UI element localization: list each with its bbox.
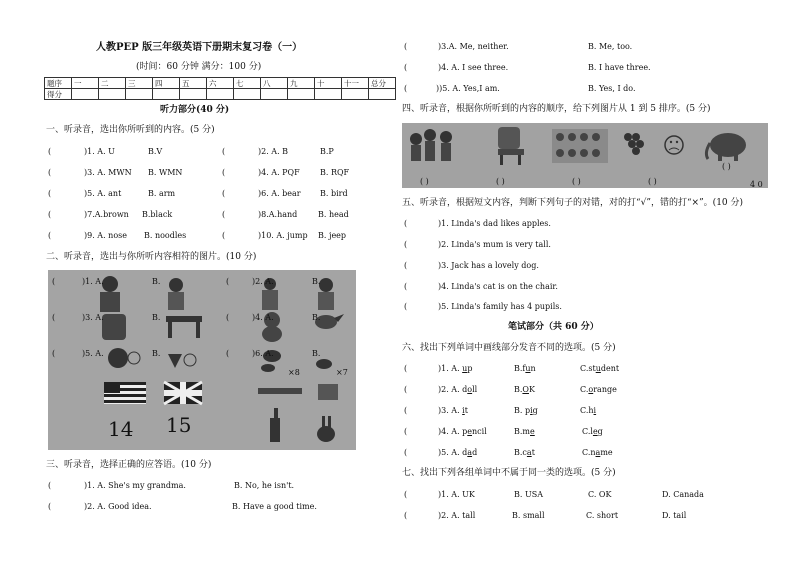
page-title: 人教PEP 版三年级英语下册期末复习卷（一）: [96, 42, 303, 53]
ordering-picture-strip: [402, 123, 768, 188]
option-b-label: B.: [312, 313, 321, 322]
score-cell: 九: [288, 78, 315, 89]
question-label: )1. A.: [82, 277, 104, 286]
answer-paren[interactable]: (: [226, 313, 230, 322]
option-b: B.V: [148, 147, 163, 156]
score-input-cell[interactable]: [207, 89, 234, 100]
option-b-label: B.: [152, 277, 161, 286]
option-c: C.hi: [580, 406, 597, 415]
option-b: B.me: [514, 427, 535, 436]
answer-paren[interactable]: (: [226, 349, 230, 358]
option-c: C. short: [586, 511, 619, 520]
order-blank[interactable]: ( ): [572, 177, 581, 186]
option-c: C. OK: [588, 490, 612, 499]
order-blank[interactable]: ( ): [496, 177, 505, 186]
question-label: )2. A.: [252, 277, 274, 286]
backpack-picture: [102, 314, 126, 340]
score-cell: 六: [207, 78, 234, 89]
option-b: B.cat: [514, 448, 535, 457]
score-input-cell[interactable]: [315, 89, 342, 100]
question-text: )5. A. ant: [84, 189, 122, 198]
answer-paren[interactable]: (: [48, 481, 52, 490]
option-b: B. I have three.: [588, 63, 651, 72]
answer-paren[interactable]: (: [222, 210, 226, 219]
answer-paren[interactable]: (: [404, 406, 408, 415]
written-title: 笔试部分（共 60 分）: [508, 322, 599, 332]
score-input-cell[interactable]: [126, 89, 153, 100]
number-15-picture: 15: [166, 413, 192, 437]
answer-paren[interactable]: (: [48, 168, 52, 177]
score-table-header-row: [45, 78, 396, 89]
girl-picture: [168, 278, 184, 310]
score-input-cell[interactable]: [234, 89, 261, 100]
option-b: B. jeep: [318, 231, 347, 240]
score-cell: 一: [72, 78, 99, 89]
orange-picture: [108, 348, 140, 368]
question-text: )2. A. B: [258, 147, 289, 156]
question-label: )4. A.: [252, 313, 274, 322]
score-input-cell[interactable]: [180, 89, 207, 100]
statement-text: )1. Linda's dad likes apples.: [438, 219, 551, 228]
question-text: )7.A.brown: [84, 210, 129, 219]
answer-paren[interactable]: (: [404, 302, 408, 311]
answer-paren[interactable]: (: [222, 189, 226, 198]
option-c: C.leg: [582, 427, 603, 436]
chair-picture: [498, 127, 524, 165]
answer-paren[interactable]: (: [404, 511, 408, 520]
picture-choice-illustrations: [48, 270, 356, 450]
answer-paren[interactable]: (: [404, 219, 408, 228]
option-c: C.student: [580, 364, 620, 373]
option-a: )1. A. UK: [438, 490, 475, 499]
option-b-label: B.: [312, 349, 321, 358]
answer-paren[interactable]: (: [404, 261, 408, 270]
option-b: B. pig: [514, 406, 538, 415]
number-14-picture: 14: [108, 417, 134, 441]
option-b: B. noodles: [144, 231, 187, 240]
option-b: B. Me, too.: [588, 42, 633, 51]
rabbit-picture: [317, 416, 335, 442]
answer-paren[interactable]: (: [404, 427, 408, 436]
option-a: )1. A. She's my grandma.: [84, 481, 186, 490]
question-text: )6. A. bear: [258, 189, 301, 198]
answer-paren[interactable]: (: [404, 282, 408, 291]
score-cell: 七: [234, 78, 261, 89]
grapes-picture: [624, 133, 644, 155]
option-a: )2. A. doll: [438, 385, 478, 394]
bears-grid-picture: [552, 129, 608, 163]
score-cell: 得分: [45, 89, 72, 100]
family-picture: [410, 129, 452, 161]
answer-paren[interactable]: (: [404, 63, 408, 72]
option-b: B. RQF: [320, 168, 350, 177]
option-b-label: B.: [312, 277, 321, 286]
strip-corner-text: 4 0: [750, 180, 763, 189]
answer-paren[interactable]: (: [404, 448, 408, 457]
answer-paren[interactable]: (: [404, 364, 408, 373]
option-b: B.OK: [514, 385, 535, 394]
option-b: B. arm: [148, 189, 176, 198]
score-input-cell[interactable]: [99, 89, 126, 100]
question-text: )10. A. jump: [258, 231, 308, 240]
option-a: )2. A. tall: [438, 511, 476, 520]
option-c: C.name: [582, 448, 613, 457]
question-text: )9. A. nose: [84, 231, 127, 240]
question-text: )8.A.hand: [258, 210, 298, 219]
score-cell: 五: [180, 78, 207, 89]
score-table-score-row: [45, 89, 396, 100]
option-b: B. small: [512, 511, 545, 520]
section-3-title: 三、听录音，选择正确的应答语。(10 分): [46, 460, 212, 470]
score-cell: 四: [153, 78, 180, 89]
question-label: )5. A.: [82, 349, 104, 358]
picture-choice-panel: [48, 270, 356, 450]
order-blank[interactable]: ( ): [722, 162, 731, 171]
answer-paren[interactable]: (: [52, 277, 56, 286]
question-text: )1. A. U: [84, 147, 115, 156]
score-input-cell[interactable]: [72, 89, 99, 100]
answer-paren[interactable]: (: [404, 385, 408, 394]
score-cell: 二: [99, 78, 126, 89]
option-a: )3.A. Me, neither.: [438, 42, 509, 51]
option-b-label: B.: [152, 313, 161, 322]
section-7-title: 七、找出下列各组单词中不属于同一类的选项。(5 分): [402, 468, 616, 478]
option-b: B. Have a good time.: [232, 502, 317, 511]
statement-text: )3. Jack has a lovely dog.: [438, 261, 539, 270]
statement-text: )5. Linda's family has 4 pupils.: [438, 302, 562, 311]
section-2-title: 二、听录音，选出与你所听内容相符的图片。(10 分): [46, 252, 257, 262]
duck-count-label: ×7: [336, 368, 348, 377]
option-b: B. No, he isn't.: [234, 481, 295, 490]
option-b: B. Yes, I do.: [588, 84, 636, 93]
score-table: [44, 77, 396, 100]
answer-paren[interactable]: (: [404, 240, 408, 249]
score-input-cell[interactable]: [369, 89, 396, 100]
score-cell: 三: [126, 78, 153, 89]
answer-paren[interactable]: (: [48, 231, 52, 240]
question-label: )3. A.: [82, 313, 104, 322]
score-input-cell[interactable]: [288, 89, 315, 100]
score-cell: 十一: [342, 78, 369, 89]
option-a: )3. A. it: [438, 406, 468, 415]
elephant-picture: [706, 133, 746, 161]
option-a: )4. A. pencil: [438, 427, 487, 436]
answer-paren[interactable]: (: [222, 168, 226, 177]
option-d: D. tail: [662, 511, 687, 520]
option-b: B. WMN: [148, 168, 183, 177]
option-b: B. head: [318, 210, 349, 219]
option-b: B.black: [142, 210, 173, 219]
answer-paren[interactable]: (: [404, 84, 408, 93]
duck-picture: [316, 359, 332, 369]
answer-paren[interactable]: (: [404, 42, 408, 51]
statement-text: )2. Linda's mum is very tall.: [438, 240, 551, 249]
statement-text: )4. Linda's cat is on the chair.: [438, 282, 558, 291]
answer-paren[interactable]: (: [404, 490, 408, 499]
option-c: C.orange: [580, 385, 617, 394]
desk-picture: [166, 316, 202, 338]
section-1-title: 一、听录音，选出你所听到的内容。(5 分): [46, 125, 215, 135]
answer-paren[interactable]: (: [222, 231, 226, 240]
score-input-cell[interactable]: [153, 89, 180, 100]
strawberry-picture: [168, 354, 196, 368]
option-b: B. bird: [320, 189, 348, 198]
sad-face-picture: [665, 136, 683, 154]
order-blank[interactable]: ( ): [648, 177, 657, 186]
crab-count-label: ×8: [288, 368, 300, 377]
answer-paren[interactable]: (: [52, 349, 56, 358]
listening-title: 听力部分(40 分): [160, 105, 230, 115]
answer-paren[interactable]: (: [48, 189, 52, 198]
score-input-cell[interactable]: [342, 89, 369, 100]
option-a: )1. A. up: [438, 364, 473, 373]
score-cell: 总分: [369, 78, 396, 89]
option-d: D. Canada: [662, 490, 704, 499]
section-5-title: 五、听录音，根据短文内容，判断下列句子的对错，对的打“√”，错的打“×”。(10 分): [402, 198, 744, 208]
book-picture: [318, 384, 338, 400]
question-text: )4. A. PQF: [258, 168, 300, 177]
time-info: (时间：60 分钟 满分：100 分): [136, 62, 262, 72]
score-input-cell[interactable]: [261, 89, 288, 100]
question-text: )3. A. MWN: [84, 168, 132, 177]
score-cell: 八: [261, 78, 288, 89]
option-a: )4. A. I see three.: [438, 63, 509, 72]
answer-paren[interactable]: (: [52, 313, 56, 322]
option-b-label: B.: [152, 349, 161, 358]
answer-paren[interactable]: (: [222, 147, 226, 156]
option-b: B. USA: [514, 490, 543, 499]
ruler-picture: [258, 388, 302, 394]
option-a: )5. A. dad: [438, 448, 478, 457]
order-blank[interactable]: ( ): [420, 177, 429, 186]
option-a: )2. A. Good idea.: [84, 502, 152, 511]
answer-paren[interactable]: (: [226, 277, 230, 286]
uk-flag-picture: [164, 382, 202, 404]
answer-paren[interactable]: (: [48, 147, 52, 156]
option-a: ))5. A. Yes,I am.: [436, 84, 500, 93]
answer-paren[interactable]: (: [48, 210, 52, 219]
score-cell: 十: [315, 78, 342, 89]
question-label: )6. A.: [252, 349, 274, 358]
ordering-illustrations: [402, 123, 768, 188]
giraffe-picture: [270, 408, 280, 442]
us-flag-picture: [104, 382, 146, 404]
option-b: B.fun: [514, 364, 536, 373]
section-4-title: 四、听录音，根据你所听到的内容的顺序，给下列图片从 1 到 5 排序。(5 分): [402, 104, 711, 114]
option-b: B.P: [320, 147, 334, 156]
answer-paren[interactable]: (: [48, 502, 52, 511]
score-cell: 题序: [45, 78, 72, 89]
section-6-title: 六、找出下列单词中画线部分发音不同的选项。(5 分): [402, 343, 616, 353]
